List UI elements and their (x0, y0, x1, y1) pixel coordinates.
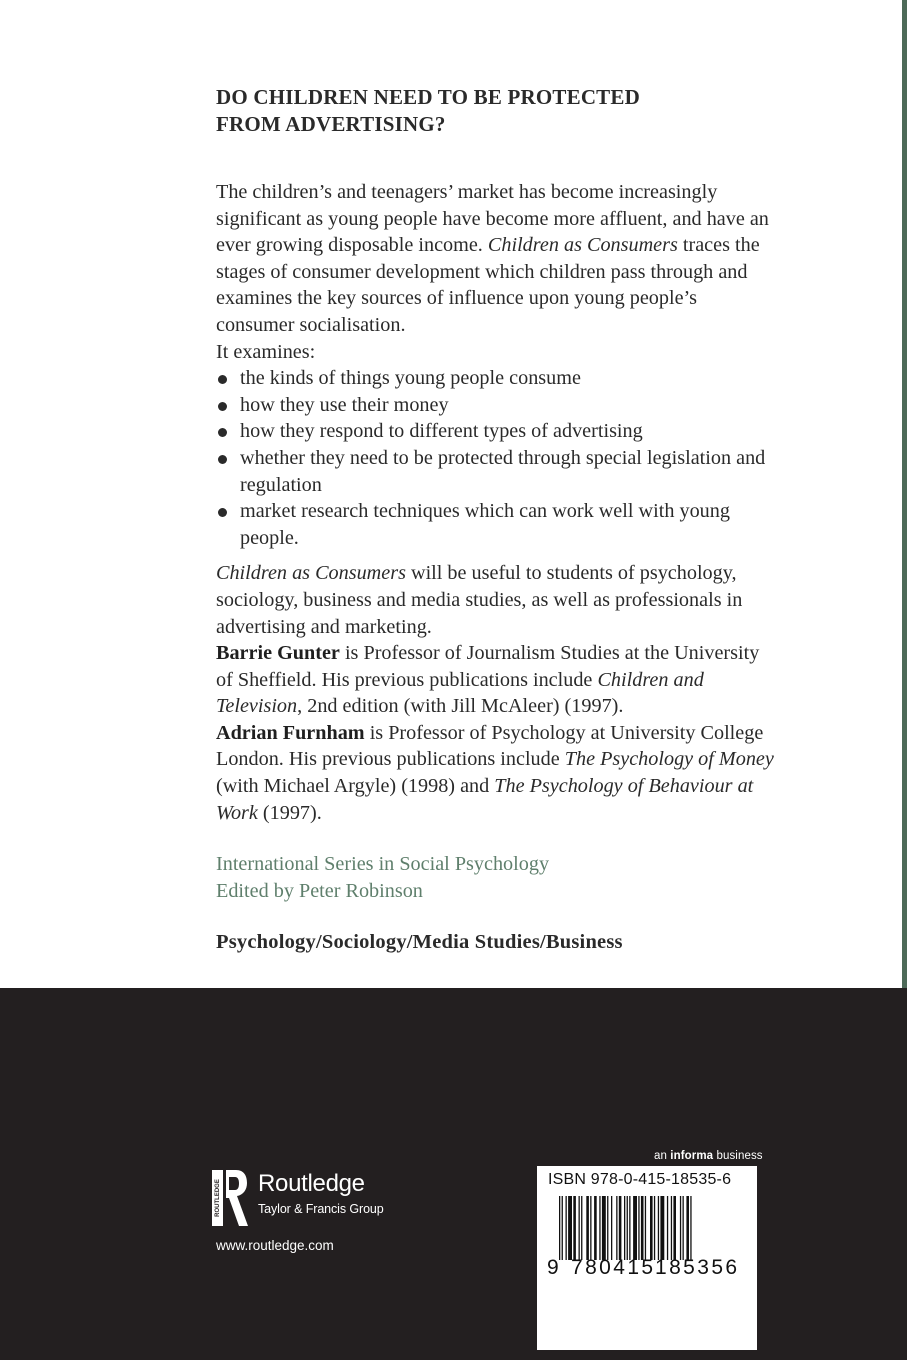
bullet-icon (218, 428, 227, 437)
bullet-list (216, 365, 776, 551)
author-name: Barrie Gunter (216, 642, 340, 665)
barcode-bar (680, 1196, 681, 1260)
bullet-icon (218, 402, 227, 411)
subject-categories: Psychology/Sociology/Media Studies/Business (216, 931, 623, 954)
barcode-bar (619, 1196, 622, 1260)
list-item: how they use their money (216, 392, 776, 419)
barcode-bar (667, 1196, 668, 1260)
logo-spine-text: ROUTLEDGE (215, 1179, 222, 1217)
author-name: Adrian Furnham (216, 721, 365, 744)
barcode-bar (638, 1196, 639, 1260)
barcode-bar (658, 1196, 659, 1260)
barcode-bar (686, 1196, 689, 1260)
barcode-bar (654, 1196, 655, 1260)
publisher-name: Routledge (258, 1170, 365, 1197)
barcode-digit-group: 185356 (655, 1256, 740, 1279)
barcode-bar (645, 1196, 646, 1260)
list-item: how they respond to different types of advertising (216, 418, 776, 445)
barcode-bar (633, 1196, 637, 1260)
heading-line-2: FROM ADVERTISING? (216, 112, 446, 136)
intro-paragraph: The children’s and teenagers’ market has become increasingly significant as young people have become more affluent, and have an ever growing disposable income. Children as Consumers traces the stages of consumer development which children pass through and examines the key sources of influence upon young people’s consumer socialisation. (216, 181, 769, 336)
list-item: market research techniques which can work well with young people. (216, 498, 776, 551)
cover-heading (216, 84, 696, 138)
list-item: whether they need to be protected through special legislation and regulation (216, 445, 776, 498)
barcode-bar (611, 1196, 612, 1260)
barcode-bar (650, 1196, 653, 1260)
informa-tagline: an informa business (654, 1150, 763, 1162)
barcode-bar (624, 1196, 625, 1260)
barcode-bar (607, 1196, 608, 1260)
barcode-bar (568, 1196, 572, 1260)
heading-line-1: DO CHILDREN NEED TO BE PROTECTED (216, 85, 640, 109)
bullet-icon (218, 455, 227, 464)
barcode-bar (690, 1196, 691, 1260)
bullet-icon (218, 375, 227, 384)
usefulness-paragraph: Children as Consumers will be useful to students of psychology, sociology, business and media studies, as well as professionals in advertising and marketing. (216, 562, 743, 638)
publisher-group: Taylor & Francis Group (258, 1202, 384, 1216)
isbn-number: ISBN 978-0-415-18535-6 (548, 1171, 732, 1188)
barcode-bar (562, 1196, 563, 1260)
barcode-bar (581, 1196, 582, 1260)
publisher-url[interactable]: www.routledge.com (216, 1238, 334, 1253)
barcode-bar (590, 1196, 591, 1260)
barcode-bar (627, 1196, 628, 1260)
author-bio-gunter: Barrie Gunter is Professor of Journalism Studies at the University of Sheffield. His previous publications include Children and Television, 2nd edition (with Jill McAleer) (1997). (216, 642, 760, 718)
barcode-bar (594, 1196, 597, 1260)
back-cover-text (216, 84, 776, 954)
cover-edge-stripe (902, 0, 907, 988)
barcode-bar (616, 1196, 617, 1260)
barcode-bar (629, 1196, 630, 1260)
isbn-barcode (537, 1166, 757, 1350)
barcode-bar (671, 1196, 672, 1260)
barcode-bar (673, 1196, 676, 1260)
barcode-bar (586, 1196, 589, 1260)
series-editor: Edited by Peter Robinson (216, 879, 423, 902)
list-item: the kinds of things young people consume (216, 365, 776, 392)
barcode-bar (599, 1196, 600, 1260)
barcode-bar (579, 1196, 580, 1260)
barcode-bar (559, 1196, 560, 1260)
barcode-digit-group: 780415 (571, 1256, 656, 1279)
barcode-bar (683, 1196, 684, 1260)
barcode-bar (602, 1196, 606, 1260)
book-title-italic: Children as Consumers (487, 234, 678, 257)
barcode-bar (641, 1196, 644, 1260)
cover-footer (0, 988, 907, 1360)
barcode-bars (559, 1196, 743, 1260)
examines-label: It examines: (216, 340, 316, 363)
series-title: International Series in Social Psychology (216, 853, 550, 876)
bullet-icon (218, 508, 227, 517)
series-info (216, 851, 776, 904)
author-bio-furnham: Adrian Furnham is Professor of Psychology at University College London. His previous publications include The Psychology of Money (with Michael Argyle) (1998) and The Psychology of Behaviour at Work (1997). (216, 721, 774, 824)
barcode-bar (573, 1196, 576, 1260)
routledge-logo-icon (212, 1168, 248, 1228)
barcode-digit-group: 9 (547, 1256, 559, 1279)
barcode-bar (660, 1196, 664, 1260)
barcode-bar (566, 1196, 567, 1260)
